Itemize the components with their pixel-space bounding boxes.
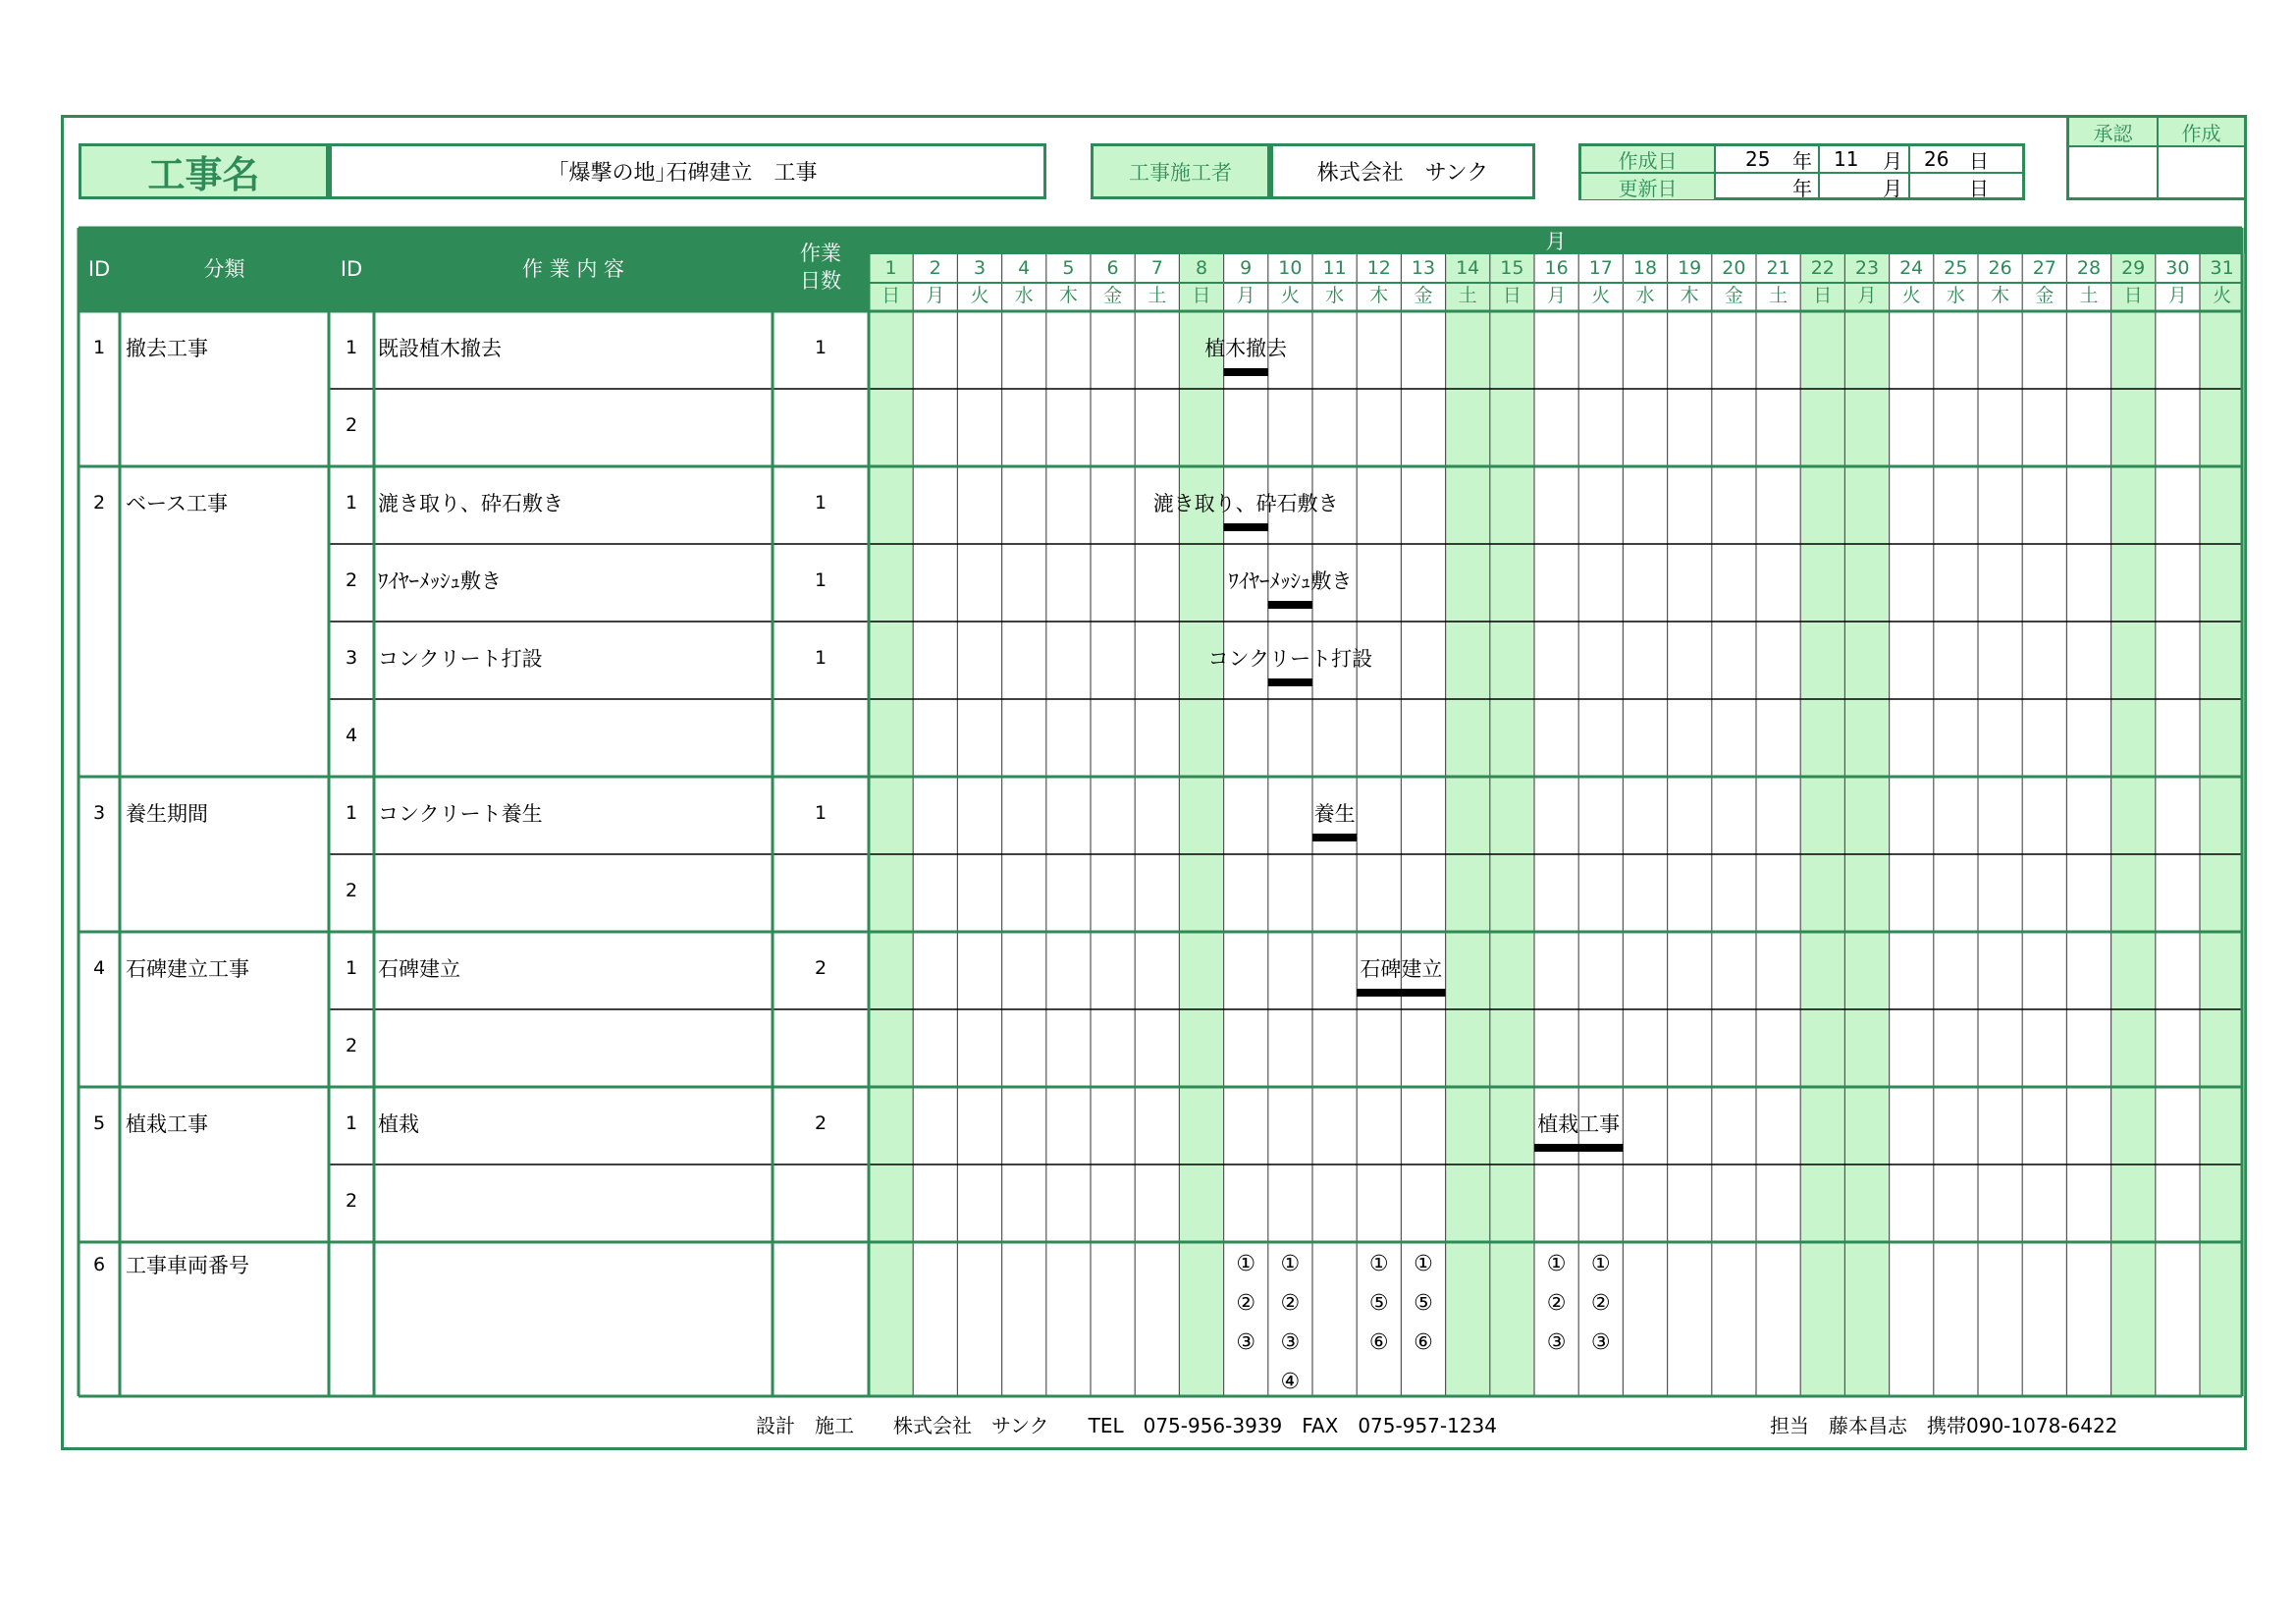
gantt-bar-label: 植木撤去 — [1204, 337, 1288, 360]
weekend-column — [1844, 253, 1889, 1396]
task-id: 1 — [345, 492, 358, 514]
task-id: 1 — [345, 1112, 358, 1134]
day-number: 4 — [1018, 257, 1031, 279]
vehicle-number: ③ — [1590, 1330, 1611, 1355]
weekday-label: 土 — [1148, 285, 1167, 306]
vehicle-number: ① — [1236, 1252, 1256, 1276]
day-number: 30 — [2165, 257, 2190, 279]
contractor-name: 株式会社 サンク — [1270, 143, 1535, 199]
weekday-label: 水 — [1325, 285, 1345, 306]
contractor-label: 工事施工者 — [1091, 143, 1270, 199]
day-unit: 日 — [1969, 176, 1989, 200]
vehicle-number: ⑥ — [1414, 1330, 1433, 1355]
gantt-bar-label: 漉き取り、砕石敷き — [1152, 492, 1339, 515]
task-id: 2 — [345, 1190, 358, 1212]
weekday-label: 金 — [1414, 285, 1433, 306]
vehicle-number: ② — [1590, 1291, 1611, 1316]
day-number: 19 — [1678, 257, 1702, 279]
gantt-bar-label: 養生 — [1313, 802, 1356, 826]
footer-contact: 担当 藤本昌志 携帯090-1078-6422 — [1770, 1414, 2118, 1437]
task-days: 1 — [814, 647, 828, 669]
task-id: 1 — [345, 337, 358, 358]
vehicle-number: ③ — [1280, 1330, 1301, 1355]
weekday-label: 日 — [1813, 285, 1833, 306]
updated-label: 更新日 — [1581, 174, 1716, 199]
task-id: 2 — [345, 414, 358, 436]
group-id: 4 — [92, 957, 106, 979]
gantt-bar — [1312, 834, 1357, 841]
task-id: 4 — [345, 725, 358, 746]
day-number: 2 — [929, 257, 941, 279]
weekday-label: 火 — [1280, 285, 1300, 306]
weekday-label: 火 — [970, 285, 989, 306]
weekend-column — [1800, 253, 1844, 1396]
group-category: ベース工事 — [126, 492, 228, 515]
task-id: 1 — [345, 957, 358, 979]
day-number: 7 — [1150, 257, 1163, 279]
month-unit: 月 — [1883, 176, 1902, 200]
weekday-label: 木 — [1369, 285, 1389, 306]
month-unit: 月 — [1883, 148, 1902, 173]
day-number: 21 — [1766, 257, 1790, 279]
weekday-label: 日 — [2123, 285, 2143, 306]
group-id: 3 — [92, 802, 106, 824]
group-category: 撤去工事 — [126, 337, 208, 360]
gantt-bar — [1224, 523, 1268, 531]
day-number: 24 — [1899, 257, 1924, 279]
weekend-column — [869, 253, 913, 1396]
vehicle-number: ② — [1280, 1291, 1301, 1316]
created-month: 11 — [1834, 147, 1859, 171]
day-number: 27 — [2032, 257, 2056, 279]
day-number: 13 — [1411, 257, 1436, 279]
weekday-label: 月 — [1236, 285, 1255, 306]
group-id: 1 — [92, 337, 106, 358]
task-id: 2 — [345, 1035, 358, 1056]
footer-company: 設計 施工 株式会社 サンク TEL 075-956-3939 FAX 075-957-1234 — [756, 1414, 1498, 1437]
approve-label: 承認 — [2069, 118, 2157, 147]
day-number: 28 — [2076, 257, 2102, 279]
day-number: 5 — [1062, 257, 1075, 279]
vehicle-number: ① — [1414, 1252, 1433, 1276]
day-number: 25 — [1944, 257, 1968, 279]
vehicle-number: ⑤ — [1414, 1291, 1433, 1316]
task-days: 1 — [814, 337, 828, 358]
weekday-label: 日 — [1192, 285, 1211, 306]
year-unit: 年 — [1792, 176, 1812, 200]
col-days-header: 作業 — [800, 242, 841, 265]
day-number: 1 — [884, 257, 897, 279]
vehicle-number: ① — [1280, 1252, 1301, 1276]
weekday-label: 火 — [1901, 285, 1921, 306]
weekend-column — [1179, 253, 1223, 1396]
project-label: 工事名 — [79, 143, 329, 199]
day-number: 31 — [2210, 257, 2234, 279]
task-days: 1 — [814, 492, 828, 514]
gantt-bar — [1224, 368, 1268, 376]
weekday-label: 月 — [2167, 285, 2187, 306]
weekday-label: 金 — [2035, 285, 2055, 306]
col-task-header: 作 業 内 容 — [521, 257, 625, 281]
weekday-label: 火 — [2213, 285, 2232, 306]
weekend-column — [1490, 253, 1534, 1396]
day-number: 3 — [973, 257, 987, 279]
task-name: コンクリート打設 — [378, 647, 543, 671]
group-id: 2 — [92, 492, 106, 514]
year-unit: 年 — [1792, 148, 1812, 173]
vehicle-number: ② — [1546, 1291, 1567, 1316]
project-name: ｢爆撃の地｣石碑建立 工事 — [329, 143, 1046, 199]
weekday-label: 水 — [1635, 285, 1655, 306]
day-number: 10 — [1278, 257, 1303, 279]
weekday-label: 木 — [1058, 285, 1078, 306]
vehicle-number: ⑤ — [1368, 1291, 1389, 1316]
vehicles-category: 工事車両番号 — [126, 1254, 249, 1277]
day-number: 18 — [1632, 257, 1658, 279]
weekday-label: 月 — [1547, 285, 1567, 306]
weekday-label: 日 — [1502, 285, 1522, 306]
weekend-column — [1446, 253, 1490, 1396]
gantt-bar — [1357, 989, 1445, 997]
gantt-bar-label: コンクリート打設 — [1207, 647, 1373, 671]
task-name: 既設植木撤去 — [378, 337, 502, 360]
weekday-label: 日 — [881, 285, 901, 306]
vehicle-number: ③ — [1236, 1330, 1256, 1355]
day-number: 12 — [1366, 257, 1391, 279]
group-category: 養生期間 — [126, 802, 208, 826]
day-number: 26 — [1988, 257, 2012, 279]
task-days: 2 — [814, 1112, 828, 1134]
day-number: 29 — [2121, 257, 2146, 279]
day-unit: 日 — [1969, 148, 1989, 173]
task-name: コンクリート養生 — [378, 802, 543, 826]
day-number: 8 — [1195, 257, 1208, 279]
day-number: 23 — [1854, 257, 1880, 279]
col-subid-header: ID — [340, 257, 363, 281]
task-id: 3 — [345, 647, 358, 669]
vehicles-id: 6 — [92, 1254, 106, 1275]
vehicle-number: ③ — [1546, 1330, 1567, 1355]
task-name: 石碑建立 — [378, 957, 460, 981]
task-days: 2 — [814, 957, 828, 979]
col-id-header: ID — [87, 257, 111, 281]
day-number: 11 — [1322, 257, 1347, 279]
vehicle-number: ① — [1368, 1252, 1389, 1276]
gantt-bar-label: ﾜｲﾔｰﾒｯｼｭ敷き — [1228, 569, 1353, 593]
weekend-column — [2200, 253, 2244, 1396]
month-header: 月 — [1545, 230, 1567, 253]
group-category: 石碑建立工事 — [126, 957, 249, 981]
task-name: ﾜｲﾔｰﾒｯｼｭ敷き — [378, 569, 502, 593]
vehicle-number: ① — [1546, 1252, 1567, 1276]
created-label: 作成日 — [1581, 146, 1716, 172]
gantt-bar-label: 植栽工事 — [1537, 1112, 1621, 1136]
day-number: 20 — [1722, 257, 1746, 279]
day-number: 15 — [1500, 257, 1524, 279]
task-id: 2 — [345, 569, 358, 591]
day-number: 22 — [1810, 257, 1835, 279]
day-number: 17 — [1588, 257, 1613, 279]
day-number: 14 — [1456, 257, 1480, 279]
created-year: 25 — [1745, 147, 1771, 171]
created-day: 26 — [1924, 147, 1949, 171]
group-category: 植栽工事 — [126, 1112, 208, 1136]
weekday-label: 金 — [1103, 285, 1123, 306]
day-number: 16 — [1544, 257, 1569, 279]
task-name: 植栽 — [378, 1112, 419, 1136]
col-category-header: 分類 — [203, 257, 245, 281]
weekday-label: 土 — [2079, 285, 2099, 306]
weekend-column — [2111, 253, 2156, 1396]
weekday-label: 金 — [1724, 285, 1743, 306]
vehicle-number: ⑥ — [1368, 1330, 1389, 1355]
day-number: 6 — [1106, 257, 1119, 279]
weekday-label: 月 — [926, 285, 945, 306]
weekday-label: 月 — [1857, 285, 1877, 306]
weekday-label: 火 — [1591, 285, 1611, 306]
gantt-bar-label: 石碑建立 — [1360, 957, 1443, 981]
task-days: 1 — [814, 802, 828, 824]
task-days: 1 — [814, 569, 828, 591]
create-label: 作成 — [2159, 118, 2244, 147]
gantt-bar — [1534, 1144, 1623, 1152]
weekday-label: 土 — [1458, 285, 1477, 306]
vehicle-number: ② — [1236, 1291, 1256, 1316]
vehicle-number: ① — [1590, 1252, 1611, 1276]
task-id: 1 — [345, 802, 358, 824]
weekday-label: 木 — [1680, 285, 1699, 306]
group-id: 5 — [92, 1112, 106, 1134]
task-name: 漉き取り、砕石敷き — [378, 492, 563, 515]
weekday-label: 木 — [1991, 285, 2010, 306]
weekday-label: 土 — [1769, 285, 1789, 306]
task-id: 2 — [345, 880, 358, 901]
weekday-label: 水 — [1014, 285, 1034, 306]
vehicle-number: ④ — [1280, 1370, 1301, 1394]
gantt-bar — [1268, 601, 1312, 609]
day-number: 9 — [1240, 257, 1253, 279]
gantt-bar — [1268, 678, 1312, 686]
col-days-header: 日数 — [800, 269, 841, 293]
weekday-label: 水 — [1946, 285, 1965, 306]
